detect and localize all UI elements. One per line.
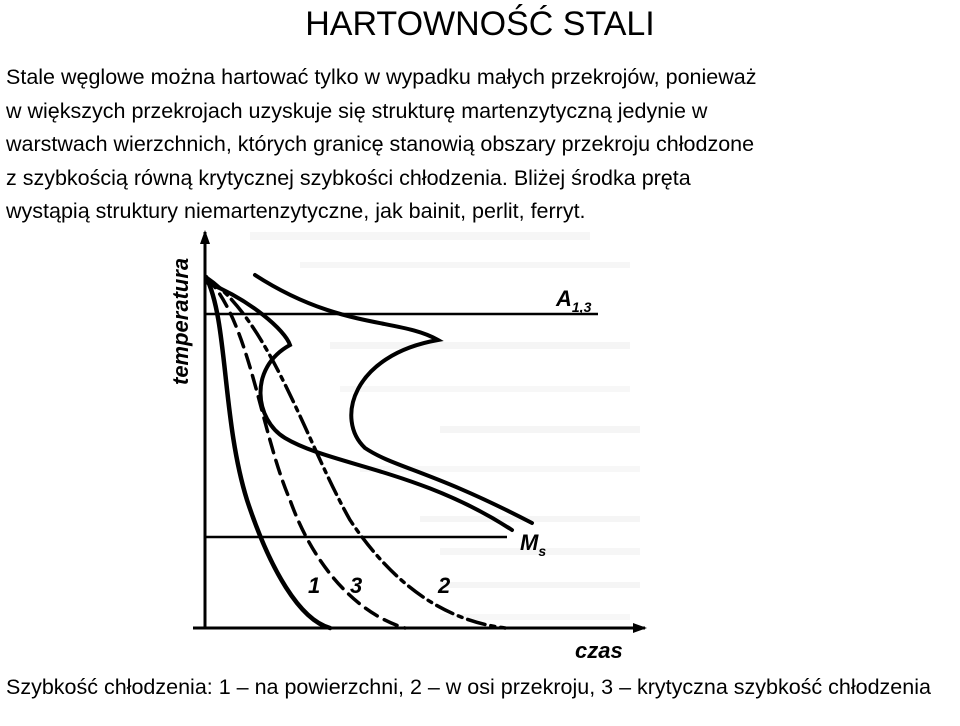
curve-label-2: 2 bbox=[438, 573, 451, 598]
transformation-end-curve bbox=[255, 275, 532, 523]
scan-bleed-texture bbox=[250, 232, 640, 620]
x-axis-label: czas bbox=[575, 638, 623, 663]
intro-line: z szybkością równą krytycznej szybkości chłodzenia. Bliżej środka pręta bbox=[6, 165, 691, 190]
figure-caption: Szybkość chłodzenia: 1 – na powierzchni, 2 – w osi przekroju, 3 – krytyczna szybkość chłodzenia bbox=[6, 675, 931, 699]
intro-line: warstwach wierzchnich, których granicę stanowią obszary przekroju chłodzone bbox=[6, 132, 755, 156]
a13-label: $A_{1,3}$ bbox=[556, 286, 592, 315]
intro-line: Stale węglowe można hartować tylko w wypadku małych przekrojów, ponieważ bbox=[6, 65, 757, 89]
curve-label-3: 3 bbox=[350, 573, 363, 598]
y-axis-label: temperatura bbox=[168, 257, 193, 385]
ms-label: $M_s$ bbox=[520, 530, 547, 559]
intro-line: wystąpią struktury niemartenzytyczne, jak bainit, perlit, ferryt. bbox=[6, 199, 586, 223]
slide-title: HARTOWNOŚĆ STALI bbox=[305, 5, 655, 43]
curve-label-1: 1 bbox=[308, 573, 321, 598]
intro-line: w większych przekrojach uzyskuje się strukturę martenzytyczną jedynie w bbox=[6, 98, 708, 123]
